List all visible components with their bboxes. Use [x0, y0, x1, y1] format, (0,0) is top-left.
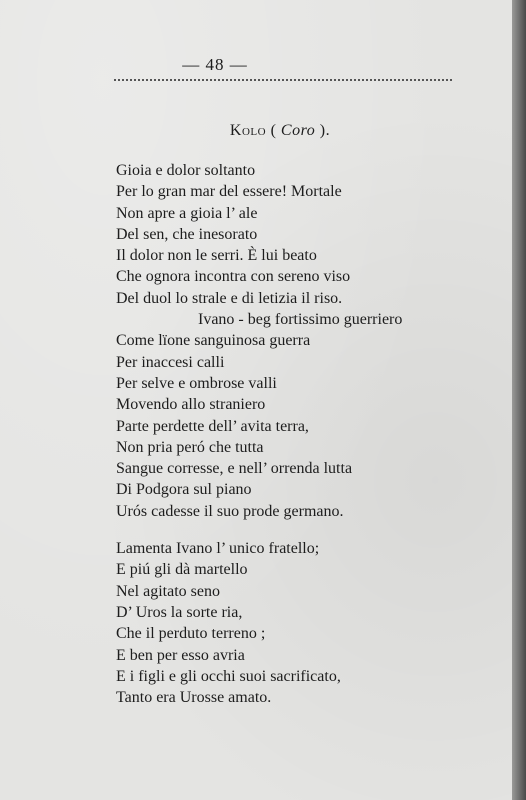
verse-body	[116, 160, 446, 708]
verse-line: Non pria peró che tutta	[116, 438, 264, 456]
verse-line: D’ Uros la sorte ria,	[116, 603, 243, 621]
verse-line: Per inaccesi calli	[116, 353, 225, 371]
verse-line: Parte perdette dell’ avita terra,	[116, 417, 309, 435]
verse-line: Urós cadesse il suo prode germano.	[116, 502, 344, 520]
verse-line: Come lïone sanguinosa guerra	[116, 332, 311, 350]
verse-line: Del sen, che inesorato	[116, 225, 258, 243]
heading-close: ).	[315, 122, 331, 139]
page-number: — 48 —	[182, 55, 248, 74]
verse-line: Che il perduto terreno ;	[116, 625, 266, 643]
verse-line: Il dolor non le serri. È lui beato	[116, 247, 317, 265]
verse-line: Sangue corresse, e nell’ orrenda lutta	[116, 460, 353, 478]
verse-line: Gioia e dolor soltanto	[116, 162, 256, 179]
heading-title: Kolo	[229, 122, 267, 139]
verse-line: Per lo gran mar del essere! Mortale	[116, 183, 342, 201]
verse-line: E ben per esso avria	[116, 646, 245, 664]
verse-line: Per selve e ombrose valli	[116, 374, 277, 392]
stanza-gap	[116, 522, 446, 538]
heading-note: Coro	[280, 122, 316, 139]
verse-line: Di Podgora sul piano	[116, 481, 252, 499]
verse-line: Non apre a gioia l’ ale	[116, 204, 258, 222]
verse-line: Movendo allo straniero	[116, 396, 266, 414]
verse-line: Nel agitato seno	[116, 582, 220, 600]
dotted-rule	[114, 79, 452, 81]
page-edge	[512, 0, 526, 800]
section-heading	[0, 122, 526, 140]
verse-line: Che ognora incontra con sereno viso	[116, 268, 351, 286]
heading-open: (	[266, 122, 281, 139]
verse-line: Del duol lo strale e di letizia il riso.	[116, 289, 343, 307]
verse-line: E piú gli dà martello	[116, 561, 248, 579]
verse-line: Tanto era Urosse amato.	[116, 689, 272, 707]
verse-line: Lamenta Ivano l’ unico fratello;	[116, 540, 320, 558]
verse-line: E i figli e gli occhi suoi sacrificato,	[116, 667, 341, 685]
verse-line: Ivano - beg fortissimo guerriero	[198, 311, 403, 329]
